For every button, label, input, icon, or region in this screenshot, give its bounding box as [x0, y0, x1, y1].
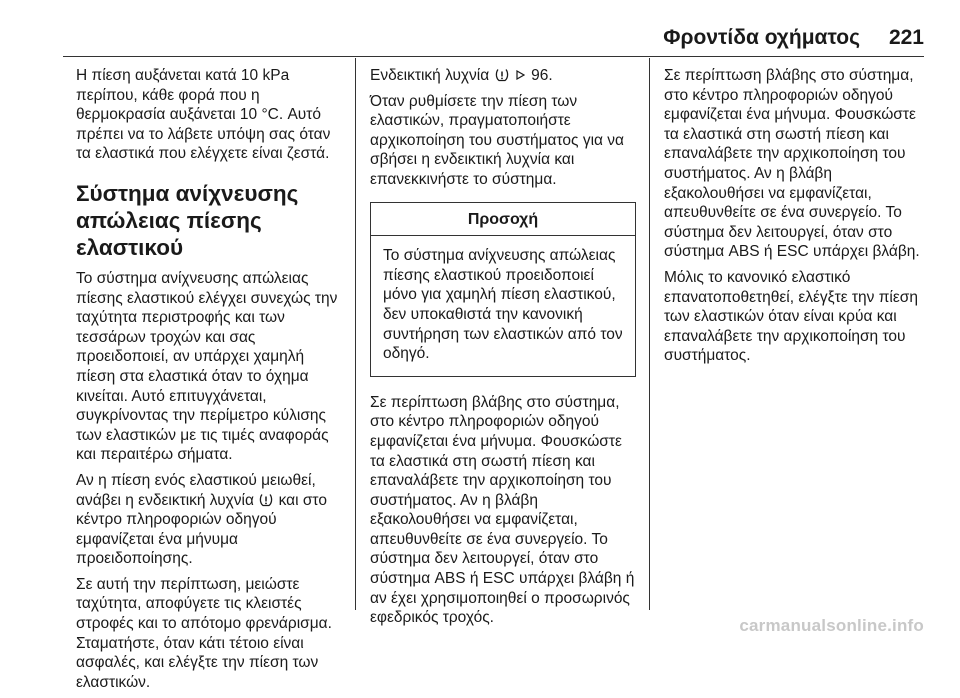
paragraph-malfunction-spare: Σε περίπτωση βλάβης στο σύστημα, στο κέντρο πληροφοριών οδηγού εμφανίζεται ένα μήνυμα. Φουσκώστε τα ελαστικά στη σωστή πίεση και επαναλάβετε την αρχικοποίηση του συστήματος. Αν η βλάβη εξακολουθήσει να εμφανίζεται, απευθυνθείτε σε ένα συνεργείο. Το σύστημα δεν λειτουργεί, όταν στο σύστημα ABS ή ESC υπάρχει βλάβη ή αν έχει χρησιμοποιηθεί ο προσωρινός εφεδρικός τροχός.	[370, 393, 635, 627]
section-heading: Σύστημα ανίχνευσης απώλειας πίεσης ελαστικού	[76, 180, 299, 260]
paragraph-malfunction: Σε περίπτωση βλάβης στο σύστημα, στο κέντρο πληροφοριών οδηγού εμφανίζεται ένα μήνυμα. Φουσκώστε τα ελαστικά στη σωστή πίεση και επαναλάβετε την αρχικοποίηση του συστήματος. Αν η βλάβη εξακολουθήσει να εμφανίζεται, απευθυνθείτε σε ένα συνεργείο. Το σύστημα δεν λειτουργεί, όταν στο σύστημα ABS ή ESC υπάρχει βλάβη.	[664, 67, 920, 261]
paragraph-pressure-temperature: Η πίεση αυξάνεται κατά 10 kPa περίπου, κάθε φορά που η θερμοκρασία αυξάνεται 10 °C. Αυτό πρέπει να το λάβετε υπόψη σας όταν τα ελαστικά που ελέγχετε είναι ζεστά.	[76, 67, 331, 163]
column-1	[76, 66, 344, 698]
paragraph-reduce-speed: Σε αυτή την περίπτωση, μειώστε ταχύτητα, αποφύγετε τις κλειστές στροφές και το απότομο φρενάρισμα. Σταματήστε, όταν κάτι τέτοιο είναι ασφαλές, και ελέγξτε την πίεση των ελαστικών.	[76, 575, 332, 691]
watermark: carmanualsonline.info	[739, 616, 924, 635]
header-title: Φροντίδα οχήματος	[663, 26, 860, 49]
paragraph-initialization: Όταν ρυθμίσετε την πίεση των ελαστικών, πραγματοποιήστε αρχικοποίηση του συστήματος για να σβήσει η ενδεικτική λυχνία και επανεκκινήστε το σύστημα.	[370, 92, 624, 188]
tire-pressure-warning-icon	[495, 68, 509, 82]
caution-title: Προσοχή	[371, 203, 635, 237]
paragraph-reinstall-tyre: Μόλις το κανονικό ελαστικό επανατοποθετηθεί, ελέγξτε την πίεση των ελαστικών όταν είναι κρύα και επαναλάβετε την αρχικοποίηση του συστήματος.	[664, 268, 918, 365]
page-number: 221	[888, 26, 924, 49]
column-3	[664, 66, 932, 372]
paragraph-lamp-reference	[370, 66, 636, 86]
tire-pressure-warning-icon	[259, 493, 273, 507]
page-reference-arrow-icon[interactable]	[516, 70, 525, 80]
paragraph-warning-lamp	[76, 471, 344, 569]
page-header	[0, 0, 960, 60]
warning-text-before: Αν η πίεση ενός ελαστικού μειωθεί, ανάβει η ενδεικτική λυχνία	[76, 471, 316, 509]
lamp-reference-text: Ενδεικτική λυχνία	[370, 67, 490, 84]
column-divider-left	[355, 58, 356, 610]
page-reference-link[interactable]: 96.	[531, 67, 553, 84]
column-2	[370, 66, 636, 634]
header-rule	[63, 56, 924, 57]
caution-body: Το σύστημα ανίχνευσης απώλειας πίεσης ελαστικού προειδοποιεί μόνο για χαμηλή πίεση ελαστικού, δεν υποκαθιστά την κανονική συντήρηση των ελαστικών από τον οδηγό.	[383, 247, 623, 363]
column-divider-right	[649, 58, 650, 610]
paragraph-system-description: Το σύστημα ανίχνευσης απώλειας πίεσης ελαστικού ελέγχει συνεχώς την ταχύτητα περιστροφής και των τεσσάρων τροχών και σας προειδοποιεί, αν υπάρχει χαμηλή πίεση στα ελαστικά όταν το όχημα κινείται. Αυτό επιτυγχάνεται, συγκρίνοντας την περίμετρο κύλισης των ελαστικών με τις τιμές αναφοράς και περαιτέρω σήματα.	[76, 269, 338, 464]
caution-box	[370, 202, 636, 377]
warning-text-after: και στο κέντρο πληροφοριών οδηγού εμφανίζεται ένα μήνυμα προειδοποίησης.	[76, 491, 327, 568]
